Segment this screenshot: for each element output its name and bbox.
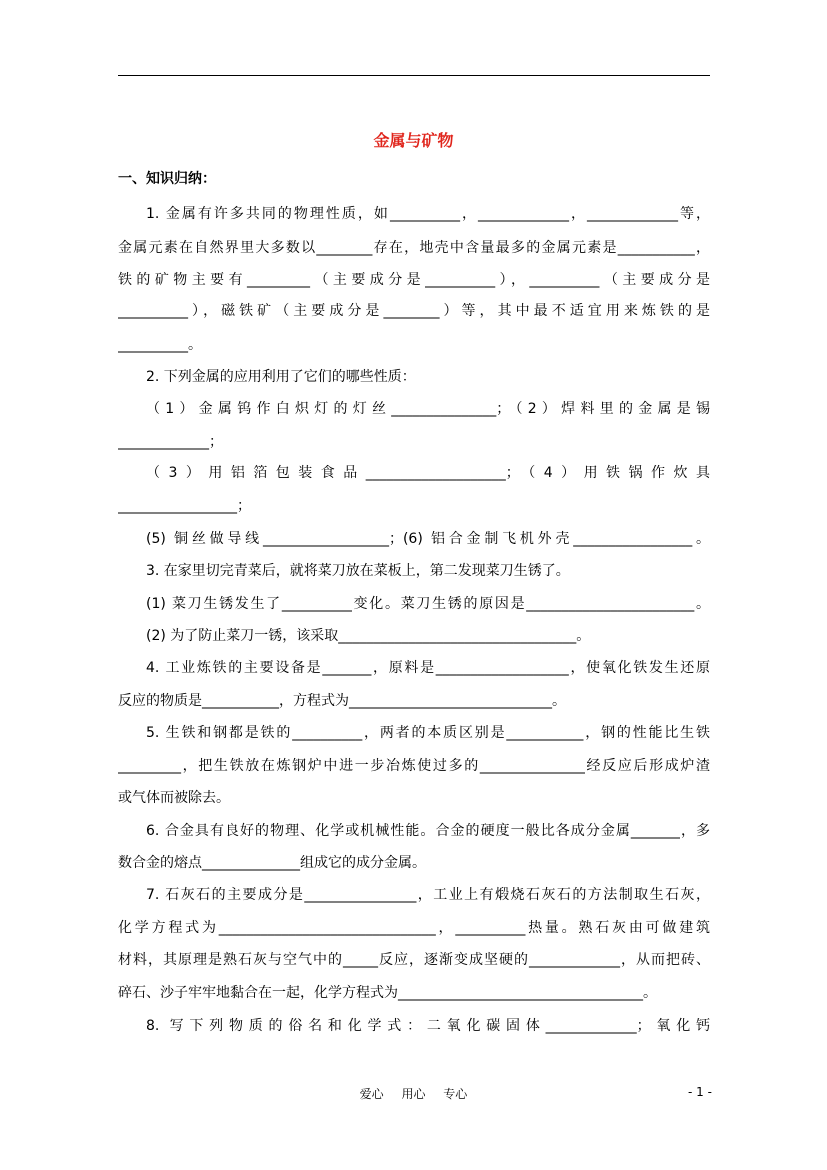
text-line: （1）金属钨作白炽灯的灯丝_______________；（2）焊料里的金属是锡 xyxy=(146,401,710,417)
text-line: 5. 生铁和钢都是铁的__________，两者的本质区别是___________，钢的性能比生铁 xyxy=(146,725,710,741)
text-line: _________________； xyxy=(118,498,251,514)
text-line: 4. 工业炼铁的主要设备是_______，原料是___________________，使氧化铁发生还原 xyxy=(146,660,710,676)
text-line: 化学方程式为_______________________________，__________热量。熟石灰由可做建筑 xyxy=(118,920,710,936)
text-line: 金属元素在自然界里大多数以________存在，地壳中含量最多的金属元素是___________， xyxy=(118,240,710,256)
page-number: - 1 - xyxy=(688,1085,712,1099)
text-line: (2) 为了防止菜刀一锈，该采取__________________________________。 xyxy=(146,628,591,644)
text-line: 8. 写下列物质的俗名和化学式：二氧化碳固体_____________；氧化钙 xyxy=(146,1018,710,1034)
text-line: __________），磁铁矿（主要成分是________）等，其中最不适宜用来炼铁的是 xyxy=(118,303,710,319)
text-line: 6. 合金具有良好的物理、化学或机械性能。合金的硬度一般比各成分金属_______，多 xyxy=(146,823,710,839)
text-line: _________，把生铁放在炼钢炉中进一步冶炼使过多的_______________经反应后形成炉渣 xyxy=(118,758,710,774)
page-title: 金属与矿物 xyxy=(373,131,454,150)
text-line: 铁的矿物主要有_________（主要成分是__________），__________（主要成分是 xyxy=(118,272,710,288)
text-line: 数合金的熔点______________组成它的成分金属。 xyxy=(118,855,426,871)
header-rule xyxy=(118,75,710,76)
text-line: （3）用铝箔包装食品____________________；（4）用铁锅作炊具 xyxy=(146,465,710,481)
text-line: (1) 菜刀生锈发生了__________变化。菜刀生锈的原因是________________________。 xyxy=(146,596,710,612)
text-line: 反应的物质是___________，方程式为_____________________________。 xyxy=(118,693,566,709)
text-line: __________。 xyxy=(118,337,202,353)
text-line: 碎石、沙子牢牢地黏合在一起，化学方程式为___________________________________。 xyxy=(118,985,657,1001)
text-line: 2. 下列金属的应用利用了它们的哪些性质： xyxy=(146,369,416,385)
text-line: 材料，其原理是熟石灰与空气中的_____反应，逐渐变成坚硬的_____________，从而把砖、 xyxy=(118,952,710,968)
text-line: (5) 铜丝做导线__________________；(6) 铝合金制飞机外壳_________________。 xyxy=(146,531,710,547)
footer-slogan: 爱心 用心 专心 xyxy=(359,1087,468,1101)
section-heading: 一、知识归纳： xyxy=(118,171,216,187)
text-line: _____________； xyxy=(118,434,223,450)
text-line: 3. 在家里切完青菜后，就将菜刀放在菜板上，第二发现菜刀生锈了。 xyxy=(146,563,570,579)
text-line: 或气体而被除去。 xyxy=(118,790,230,806)
text-line: 1. 金属有许多共同的物理性质，如__________，_____________，_____________等， xyxy=(146,206,710,222)
text-line: 7. 石灰石的主要成分是________________，工业上有煅烧石灰石的方法制取生石灰， xyxy=(146,887,710,903)
